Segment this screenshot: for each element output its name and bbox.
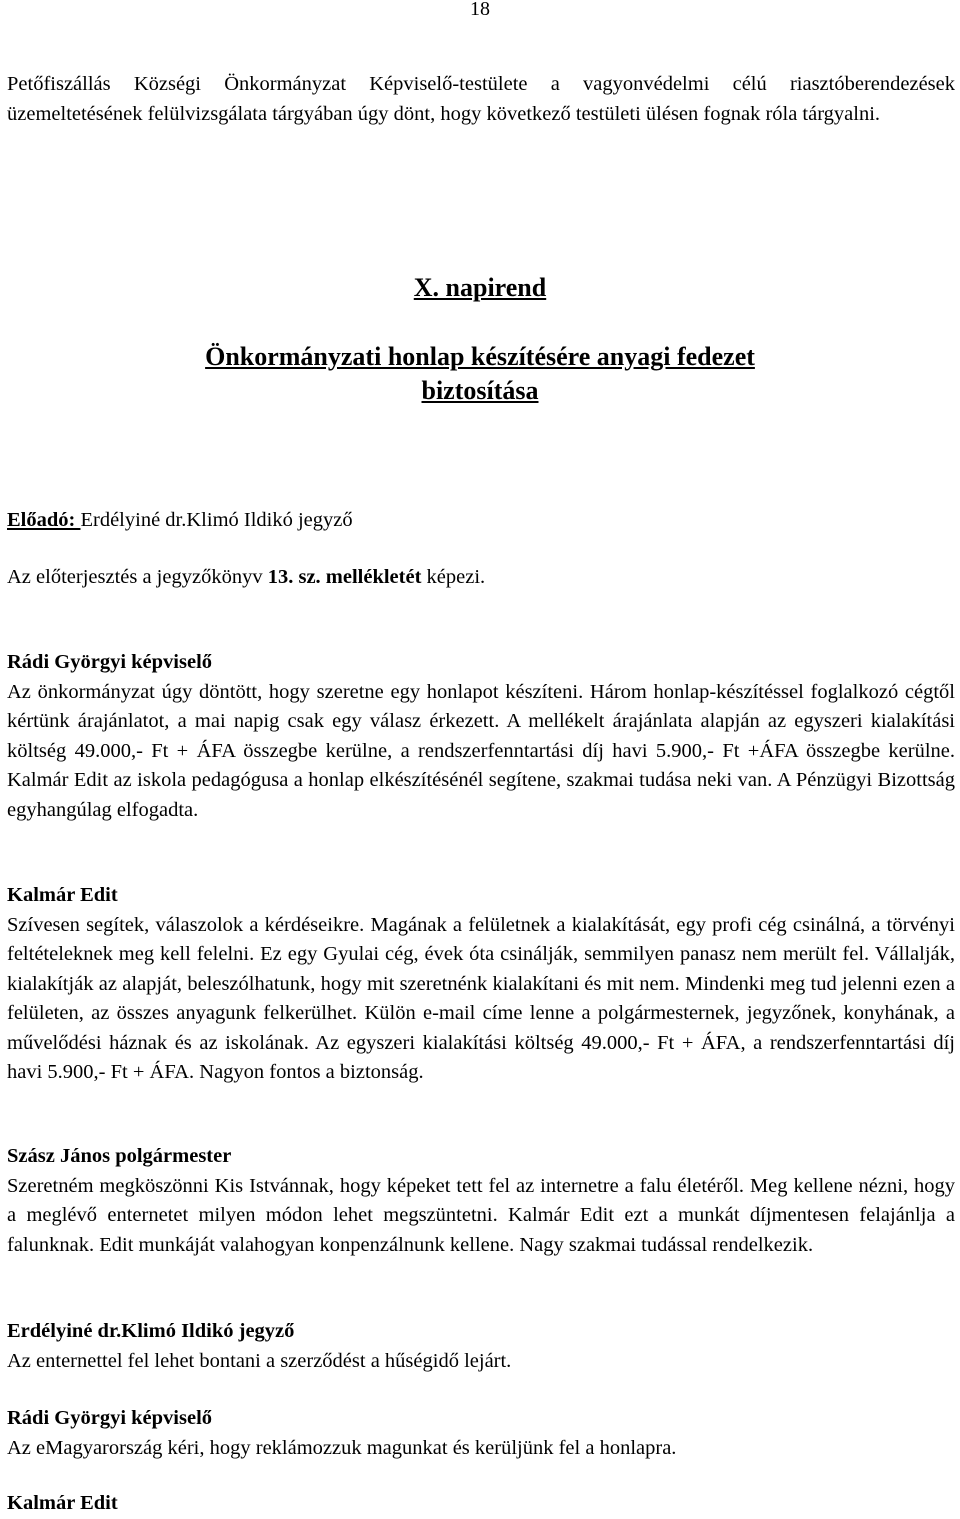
speaker-name: Kalmár Edit <box>7 884 118 906</box>
speaker-name: Szász János polgármester <box>7 1145 232 1167</box>
agenda-title-line2: biztosítása <box>421 376 539 405</box>
attachment-pre: Az előterjesztés a jegyzőkönyv <box>7 566 268 588</box>
attachment-post: képezi. <box>421 566 486 588</box>
statement-text: Az enternettel fel lehet bontani a szerződést a hűségidő lejárt. <box>7 1349 512 1372</box>
statement-text: Az önkormányzat úgy döntött, hogy szeretne egy honlapot készíteni. Három honlap-készítéssel foglalkozó cégtől kértünk árajánlatot, a mai napig csak egy válasz érkezett. A mellékelt árajánlata alapján az egyszeri kialakítási költség 49.000,- Ft + ÁFA összegbe kerülne, a rendszerfenntartási díj havi 5.900,- Ft +ÁFA összegbe kerülne. Kalmár Edit az iskola pedagógusa a honlap elkészítésénél segítene, szakmai tudása neki van. A Pénzügyi Bizottság egyhangúlag elfogadta. <box>7 680 955 821</box>
agenda-title-line1: Önkormányzati honlap készítésére anyagi fedezet <box>205 342 755 371</box>
presenter-label: Előadó: <box>7 509 81 531</box>
speaker-name: Rádi Györgyi képviselő <box>7 1407 213 1429</box>
page-number: 18 <box>470 0 490 20</box>
statement <box>7 1142 955 1260</box>
speaker-name: Erdélyiné dr.Klimó Ildikó jegyző <box>7 1320 295 1342</box>
speaker-name: Kalmár Edit <box>7 1492 118 1514</box>
statement <box>7 1489 955 1519</box>
presenter-name: Erdélyiné dr.Klimó Ildikó jegyző <box>80 509 353 531</box>
statement <box>7 881 955 1088</box>
agenda-number: X. napirend <box>413 273 547 302</box>
statement <box>7 1317 955 1376</box>
attachment-line <box>7 563 955 593</box>
statement-text: Szeretném megköszönni Kis Istvánnak, hogy képeket tett fel az internetre a falu életéről. Meg kellene nézni, hogy a meglévő enternetet milyen módon lehet megszüntetni. Kalmár Edit ezt a munkát díjmentesen felajánlja a falunknak. Edit munkáját valahogyan konpenzálnunk kellene. Nagy szakmai tudással rendelkezik. <box>7 1174 955 1256</box>
attachment-bold: 13. sz. mellékletét <box>267 566 422 588</box>
statement-text: Az eMagyarország kéri, hogy reklámozzuk magunkat és kerüljünk fel a honlapra. <box>7 1436 677 1459</box>
speaker-name: Rádi Györgyi képviselő <box>7 651 213 673</box>
statement <box>7 1404 955 1463</box>
presenter-line <box>7 506 955 536</box>
statement-text: Szívesen segítek, válaszolok a kérdéseikre. Magának a felületnek a kialakítását, egy profi cég csinálná, a törvényi feltételeknek meg kell felelni. Ez egy Gyulai cég, évek óta csinálják, semmilyen panasz nem merült fel. Vállalják, kialakítják az alapját, beleszólhatunk, hogy mit szeretnénk kialakítani és mit nem. Mindenki meg tud jelenni ezen a felületen, az összes anyagunk felkerülhet. Külön e-mail címe lenne a polgármesternek, jegyzőnek, konyhának, a művelődési háznak és az iskolának. Az egyszeri kialakítási költség 49.000,- Ft + ÁFA, a rendszerfenntartási díj havi 5.900,- Ft + ÁFA. Nagyon fontos a biztonság. <box>7 913 955 1083</box>
intro-paragraph: Petőfiszállás Községi Önkormányzat Képviselő-testülete a vagyonvédelmi célú riasztóberendezések üzemeltetésének felülvizsgálata tárgyában úgy dönt, hogy következő testületi ülésen fognak róla tárgyalni. <box>7 73 955 125</box>
statement <box>7 648 955 825</box>
